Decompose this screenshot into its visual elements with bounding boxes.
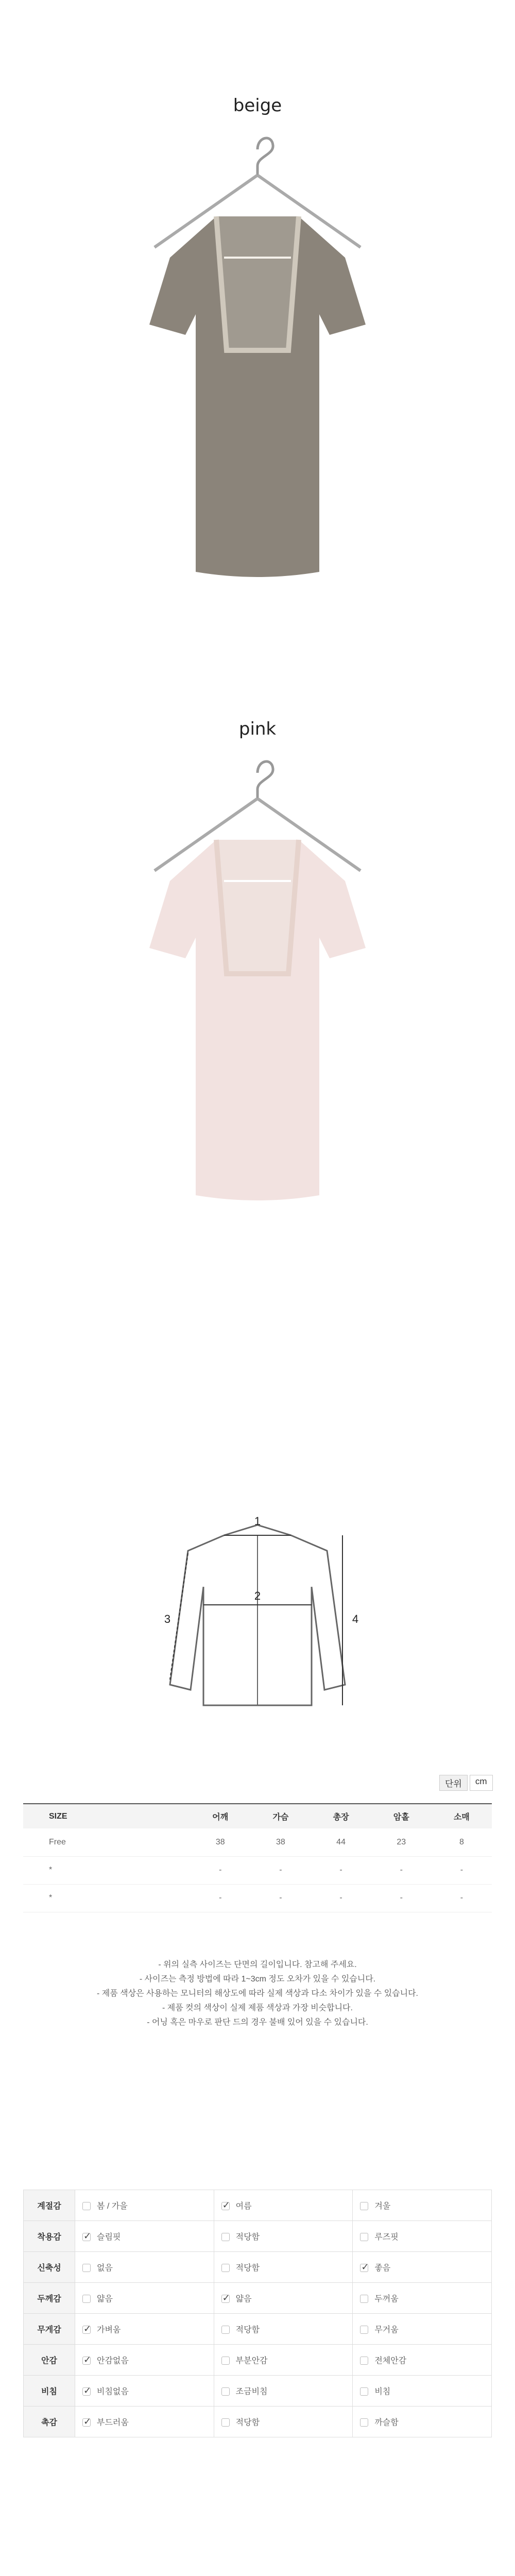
fabric-option[interactable] — [75, 2221, 214, 2252]
checkbox-icon[interactable] — [82, 2418, 91, 2427]
size-header: 암홀 — [371, 1804, 432, 1828]
fabric-option[interactable] — [75, 2376, 214, 2406]
table-cell: - — [432, 1884, 492, 1912]
fabric-attr-label: 무게감 — [24, 2314, 75, 2345]
fabric-option-label: 적당함 — [235, 2233, 260, 2242]
fabric-option-label: 비침 — [374, 2387, 391, 2396]
fabric-option[interactable] — [214, 2283, 353, 2314]
fabric-row — [24, 2221, 492, 2252]
checkbox-icon[interactable] — [221, 2264, 230, 2272]
note-line: - 제품 색상은 사용하는 모니터의 해상도에 따라 실제 색상과 다소 차이가 있을 수 있습니다. — [97, 1989, 418, 1998]
checkbox-icon[interactable] — [82, 2295, 91, 2303]
fabric-option[interactable] — [214, 2345, 353, 2376]
table-cell: * — [23, 1884, 190, 1912]
fabric-option-label: 부드러움 — [97, 2418, 129, 2427]
table-row — [23, 1828, 492, 1856]
table-cell: 38 — [250, 1828, 311, 1856]
size-header: 가슴 — [250, 1804, 311, 1828]
fabric-option-label: 무거움 — [374, 2326, 399, 2334]
fabric-option-label: 여름 — [235, 2202, 252, 2211]
fabric-row — [24, 2190, 492, 2221]
table-cell: 44 — [311, 1828, 371, 1856]
fabric-option-label: 겨울 — [374, 2202, 391, 2211]
fabric-row — [24, 2314, 492, 2345]
fabric-option[interactable] — [214, 2314, 353, 2345]
diagram-label-3: 3 — [164, 1613, 171, 1625]
checkbox-icon[interactable] — [360, 2264, 368, 2272]
unit-toggle[interactable] — [439, 1775, 493, 1791]
checkbox-icon[interactable] — [360, 2387, 368, 2396]
checkbox-icon[interactable] — [221, 2357, 230, 2365]
checkbox-icon[interactable] — [360, 2295, 368, 2303]
table-cell: - — [190, 1856, 250, 1884]
fabric-option-label: 까슬함 — [374, 2418, 399, 2427]
fabric-option[interactable] — [75, 2314, 214, 2345]
table-cell: - — [311, 1856, 371, 1884]
size-header: 어깨 — [190, 1804, 250, 1828]
table-cell: 8 — [432, 1828, 492, 1856]
product-image-beige — [139, 129, 376, 592]
fabric-row — [24, 2252, 492, 2283]
table-cell: - — [190, 1884, 250, 1912]
fabric-option-label: 봄 / 가을 — [97, 2202, 128, 2211]
note-line: - 제품 컷의 색상이 실제 제품 색상과 가장 비슷합니다. — [162, 2004, 353, 2012]
fabric-option-label: 슬림핏 — [97, 2233, 121, 2242]
fabric-option-label: 두꺼움 — [374, 2295, 399, 2303]
fabric-option-label: 적당함 — [235, 2264, 260, 2273]
checkbox-icon[interactable] — [360, 2233, 368, 2241]
checkbox-icon[interactable] — [221, 2326, 230, 2334]
fabric-option-label: 조금비침 — [235, 2387, 268, 2396]
table-cell: - — [311, 1884, 371, 1912]
table-cell: 38 — [190, 1828, 250, 1856]
fabric-option[interactable] — [353, 2406, 492, 2437]
fabric-attr-label: 계절감 — [24, 2190, 75, 2221]
fabric-option[interactable] — [75, 2283, 214, 2314]
fabric-option-label: 비침없음 — [97, 2387, 129, 2396]
fabric-option[interactable] — [353, 2345, 492, 2376]
size-diagram — [147, 1504, 368, 1721]
checkbox-icon[interactable] — [360, 2202, 368, 2210]
fabric-option[interactable] — [214, 2190, 353, 2221]
fabric-option-label: 루즈핏 — [374, 2233, 399, 2242]
table-cell: - — [432, 1856, 492, 1884]
fabric-option[interactable] — [75, 2190, 214, 2221]
fabric-attr-label: 안감 — [24, 2345, 75, 2376]
fabric-attr-label: 착용감 — [24, 2221, 75, 2252]
fabric-option[interactable] — [75, 2252, 214, 2283]
fabric-option[interactable] — [353, 2283, 492, 2314]
fabric-option[interactable] — [214, 2252, 353, 2283]
diagram-label-2: 2 — [254, 1589, 261, 1602]
size-notes — [0, 1958, 515, 2030]
fabric-option-label: 가벼움 — [97, 2326, 121, 2334]
fabric-row — [24, 2376, 492, 2406]
note-line: - 위의 실측 사이즈는 단면의 길이입니다. 참고해 주세요. — [158, 1960, 357, 1969]
table-cell: 23 — [371, 1828, 432, 1856]
fabric-row — [24, 2283, 492, 2314]
table-cell: Free — [23, 1828, 190, 1856]
diagram-label-1: 1 — [254, 1515, 261, 1528]
fabric-option[interactable] — [214, 2406, 353, 2437]
fabric-option[interactable] — [353, 2314, 492, 2345]
fabric-option[interactable] — [353, 2190, 492, 2221]
unit-cm[interactable]: cm — [470, 1775, 493, 1791]
size-table — [23, 1803, 492, 1912]
fabric-row — [24, 2345, 492, 2376]
product-image-pink — [139, 752, 376, 1216]
table-cell: - — [250, 1856, 311, 1884]
unit-label: 단위 — [439, 1775, 468, 1791]
size-header: 총장 — [311, 1804, 371, 1828]
fabric-option[interactable] — [214, 2221, 353, 2252]
checkbox-icon[interactable] — [221, 2233, 230, 2241]
table-cell: * — [23, 1856, 190, 1884]
fabric-option[interactable] — [353, 2376, 492, 2406]
fabric-info-table — [23, 2190, 492, 2437]
fabric-attr-label: 신축성 — [24, 2252, 75, 2283]
table-row — [23, 1884, 492, 1912]
fabric-option[interactable] — [353, 2252, 492, 2283]
checkbox-icon[interactable] — [82, 2387, 91, 2396]
note-line: - 사이즈는 측정 방법에 따라 1~3cm 정도 오차가 있을 수 있습니다. — [139, 1975, 376, 1984]
fabric-option-label: 얇음 — [235, 2295, 252, 2303]
diagram-label-4: 4 — [352, 1613, 359, 1625]
size-header: 소매 — [432, 1804, 492, 1828]
fabric-row — [24, 2406, 492, 2437]
fabric-option[interactable] — [214, 2376, 353, 2406]
fabric-option-label: 안감없음 — [97, 2357, 129, 2365]
checkbox-icon[interactable] — [360, 2418, 368, 2427]
table-cell: - — [371, 1856, 432, 1884]
fabric-option-label: 전체안감 — [374, 2357, 407, 2365]
checkbox-icon[interactable] — [221, 2295, 230, 2303]
fabric-option[interactable] — [75, 2345, 214, 2376]
fabric-option[interactable] — [75, 2406, 214, 2437]
fabric-option-label: 얇음 — [97, 2295, 113, 2303]
checkbox-icon[interactable] — [82, 2233, 91, 2241]
table-cell: - — [371, 1884, 432, 1912]
checkbox-icon[interactable] — [221, 2418, 230, 2427]
checkbox-icon[interactable] — [82, 2202, 91, 2210]
fabric-attr-label: 비침 — [24, 2376, 75, 2406]
checkbox-icon[interactable] — [82, 2326, 91, 2334]
color-label-pink: pink — [238, 719, 277, 739]
fabric-attr-label: 두께감 — [24, 2283, 75, 2314]
checkbox-icon[interactable] — [360, 2357, 368, 2365]
table-row — [23, 1856, 492, 1884]
fabric-option-label: 없음 — [97, 2264, 113, 2273]
checkbox-icon[interactable] — [82, 2357, 91, 2365]
note-line: - 어닝 혹은 마우로 판단 드의 경우 불배 있어 있을 수 있습니다. — [147, 2018, 368, 2027]
checkbox-icon[interactable] — [221, 2387, 230, 2396]
table-cell: - — [250, 1884, 311, 1912]
color-label-beige: beige — [233, 95, 282, 116]
fabric-option-label: 좋음 — [374, 2264, 391, 2273]
checkbox-icon[interactable] — [221, 2202, 230, 2210]
size-header: SIZE — [23, 1804, 190, 1828]
checkbox-icon[interactable] — [82, 2264, 91, 2272]
fabric-option-label: 적당함 — [235, 2326, 260, 2334]
fabric-option-label: 부분안감 — [235, 2357, 268, 2365]
fabric-option-label: 적당함 — [235, 2418, 260, 2427]
fabric-attr-label: 촉감 — [24, 2406, 75, 2437]
fabric-option[interactable] — [353, 2221, 492, 2252]
checkbox-icon[interactable] — [360, 2326, 368, 2334]
